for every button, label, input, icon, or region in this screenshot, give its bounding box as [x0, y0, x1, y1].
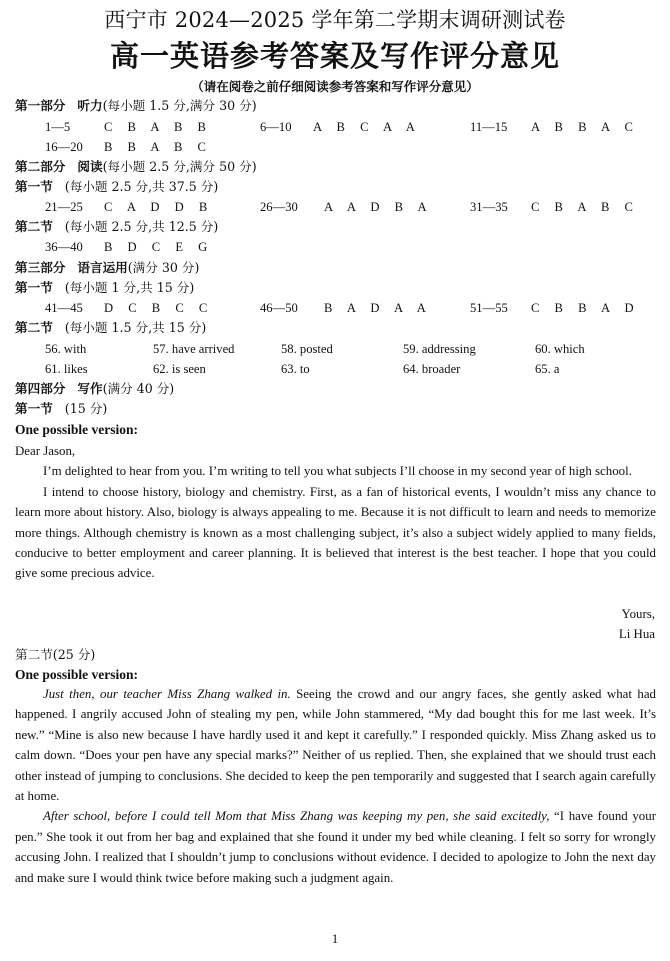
answer-range: 6—10 [260, 120, 292, 134]
grading-instruction: （请在阅卷之前仔细阅读参考答案和写作评分意见） [191, 79, 479, 94]
fill-answer: 58. posted [281, 342, 333, 356]
answer-range: 46—50 [260, 301, 298, 315]
part2-heading-line [15, 159, 257, 175]
part2-section2-line [15, 219, 218, 235]
answer-letters: C B A B C [531, 200, 634, 214]
part2-section1-line [15, 179, 218, 195]
section-heading: 第一节 [15, 401, 53, 416]
part4-section1-line [15, 401, 107, 417]
section-heading: 第一节 [15, 280, 53, 295]
answer-range: 36—40 [45, 240, 83, 254]
fill-answer: 62. is seen [153, 362, 206, 376]
part3-section2-line [15, 320, 206, 336]
answer-letters: A A D B A [324, 200, 428, 214]
fill-answer: 59. addressing [403, 342, 476, 356]
fill-answer: 63. to [281, 362, 310, 376]
part2-heading: 第二部分 [15, 159, 66, 174]
answer-letters: A B B A C [531, 120, 634, 134]
answer-letters: B D C E G [104, 240, 209, 254]
section-note: (每小题 2.5 分,共 12.5 分) [64, 219, 219, 234]
answer-range: 51—55 [470, 301, 508, 315]
part1-note: (每小题 1.5 分,满分 30 分) [102, 98, 257, 113]
part1-title: 听力 [77, 98, 103, 113]
section-note: (每小题 1.5 分,共 15 分) [64, 320, 207, 335]
answer-key-title: 高一英语参考答案及写作评分意见 [109, 39, 560, 73]
answer-letters: B B A B C [104, 140, 207, 154]
part3-heading: 第三部分 [15, 260, 66, 275]
answer-range: 1—5 [45, 120, 71, 134]
section-heading: 第二节 [15, 219, 53, 234]
part3-title: 语言运用 [77, 260, 128, 275]
section-heading: 第一节 [15, 179, 53, 194]
letter-paragraph: I’m delighted to hear from you. I’m writing to tell you what subjects I’ll choose in my second year of high school. [43, 464, 632, 479]
part1-heading-line [15, 98, 257, 114]
fill-answer: 65. a [535, 362, 560, 376]
part4-title: 写作 [77, 381, 103, 396]
part4-heading: 第四部分 [15, 381, 66, 396]
answer-letters: C B B A D [531, 301, 635, 315]
letter-text [15, 441, 656, 584]
exam-title: 西宁市 2024—2025 学年第二学期末调研测试卷 [104, 8, 566, 32]
part1-heading: 第一部分 [15, 98, 66, 113]
answer-letters: C A D D B [104, 200, 209, 214]
letter-closing: Yours, [621, 607, 655, 621]
answer-letters: B A D A A [324, 301, 427, 315]
part3-section1-line [15, 280, 194, 296]
story-paragraph: Just then, our teacher Miss Zhang walked in. Seeing the crowd and our angry faces, she gently asked what had happened. I angrily accused John of stealing my pen, while John stammered, “My dad bought this for me last week. It’s new.” “Mine is also new because I have hardly used it and kept it carefully.” I responded quickly. Miss Zhang asked us to calm down. “Does your pen have any special marks?” Neither of us replied. Then, she explained that we should trust each other instead of jumping to conclusions. She decided to keep the pen temporarily and suggested that I search again carefully at home. [15, 687, 657, 804]
fill-answer: 60. which [535, 342, 585, 356]
salutation: Dear Jason, [15, 444, 76, 458]
page-number: 1 [331, 931, 339, 946]
story-paragraph: After school, before I could tell Mom that Miss Zhang was keeping my pen, she said excitedly, “I have found your pen.” She took it out from her bag and explained that she found it under my bed while cleaning. I felt so sorry for wrongly accusing John. I realized that I shouldn’t jump to conclusions without evidence. I decided to apologize to John the next day and make sure I would think twice before making such a judgment again. [15, 809, 656, 885]
letter-paragraph: I intend to choose history, biology and chemistry. First, as a fan of historical events, I wouldn’t miss any chance to learn more about history. Also, biology is always appealing to me. Because it is not difficult to learn and needs to memorize more things. Although chemistry is known as a most challenging subject, it’s also a subject widely applied to many fields, conducive to better employment and career planning. It is believed that interest is the best teacher. I hope that you could give some precious advice. [15, 484, 656, 581]
part3-heading-line [15, 260, 199, 276]
answer-range: 16—20 [45, 140, 83, 154]
answer-range: 11—15 [470, 120, 508, 134]
part2-title: 阅读 [77, 159, 103, 174]
answer-range: 26—30 [260, 200, 298, 214]
answer-letters: D C B C C [104, 301, 209, 315]
answer-range: 21—25 [45, 200, 83, 214]
section-note: (每小题 2.5 分,共 37.5 分) [64, 179, 219, 194]
part4-note: (满分 40 分) [102, 381, 175, 396]
fill-answer: 64. broader [403, 362, 461, 376]
fill-answer: 57. have arrived [153, 342, 235, 356]
part4-section2-line [15, 647, 95, 663]
part2-note: (每小题 2.5 分,满分 50 分) [102, 159, 257, 174]
answer-letters: A B C A A [313, 120, 416, 134]
section-heading: 第二节 [15, 320, 53, 335]
section-note: (15 分) [64, 401, 108, 416]
answer-range: 31—35 [470, 200, 508, 214]
part3-note: (满分 30 分) [127, 260, 200, 275]
section-note: (每小题 1 分,共 15 分) [64, 280, 195, 295]
answer-letters: C B A B B [104, 120, 207, 134]
version-label: One possible version: [15, 422, 139, 437]
answer-range: 41—45 [45, 301, 83, 315]
section-heading: 第二节 [15, 647, 53, 662]
fill-answer: 61. likes [45, 362, 88, 376]
fill-answer: 56. with [45, 342, 87, 356]
section-note: (25 分) [52, 647, 96, 662]
part4-heading-line [15, 381, 174, 397]
letter-signature: Li Hua [618, 627, 655, 641]
version-label: One possible version: [15, 667, 139, 682]
continuation-text [15, 684, 656, 888]
